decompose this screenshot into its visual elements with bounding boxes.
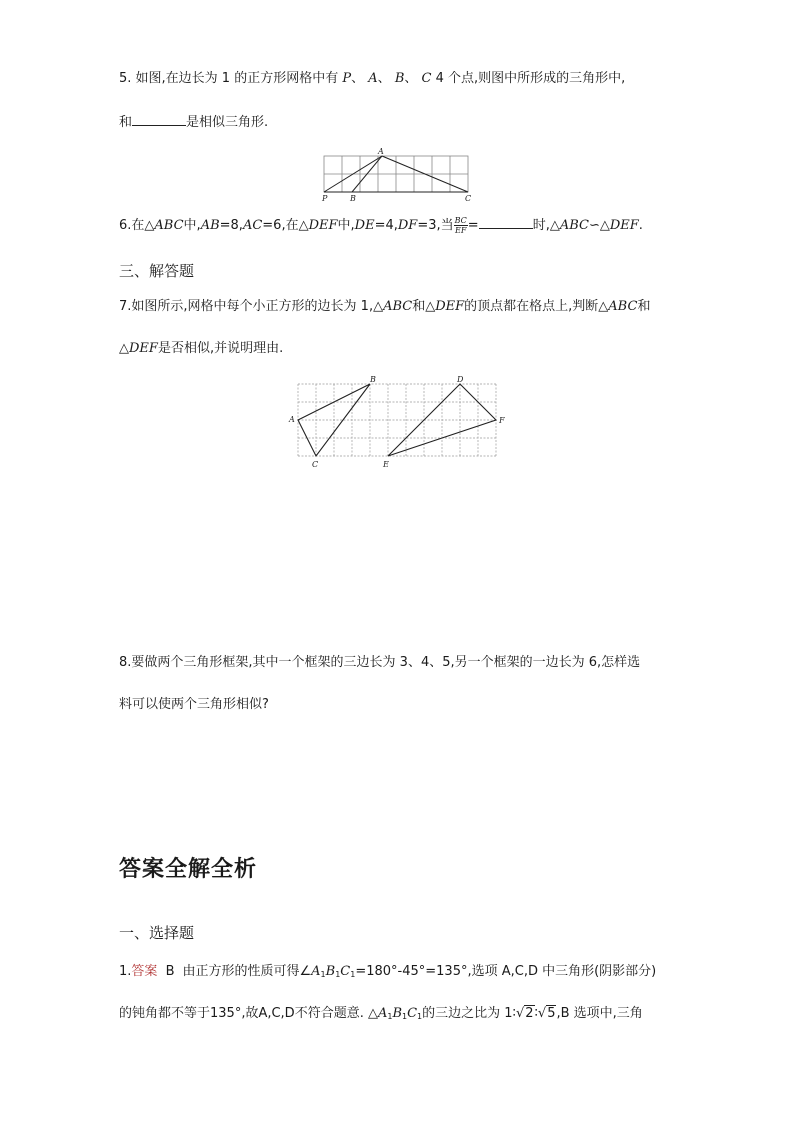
q5-figure [322,147,472,203]
q5-line1: 5. 如图,在边长为 1 的正方形网格中有 P、 A、 B、 C 4 个点,则图中所形成的三角形中, [119,71,626,86]
q7-label-e: E [383,460,389,469]
sqrt-2: 2 [525,1006,534,1021]
section-3-heading: 三、解答题 [119,262,195,280]
q5-label-a: A [378,147,384,156]
q5-pt-p: P [342,71,352,86]
answer-title: 答案全解全析 [119,857,258,882]
q5-line2: 和 是相似三角形. [119,115,269,130]
q5-label-b: B [350,194,356,203]
q7-label-c: C [312,460,319,469]
q8-line1: 8.要做两个三角形框架,其中一个框架的三边长为 3、4、5,另一个框架的一边长为 6,怎样选 [119,655,641,670]
sqrt-5: 5 [547,1006,556,1021]
ans1-line2: 的钝角都不等于135°,故A,C,D不符合题意. $\triangle A_1B_1C_1$的三边之比为 1∶√2∶√5,B 选项中,三角 [119,1006,643,1021]
q5-label-c: C [465,194,472,203]
q7-line1: 7.如图所示,网格中每个小正方形的边长为 1,△ABC和△DEF的顶点都在格点上,判断△ABC和 [119,299,651,314]
q6-answer-blank [479,216,533,229]
section-1-heading: 一、选择题 [119,924,195,942]
q6-fraction: $\frac{BC}{EF}$ [454,216,467,235]
q7-line2: △DEF是否相似,并说明理由. [119,341,284,356]
q5-answer-blank [132,113,186,126]
q6-line: 6.在△ABC中,AB=8,AC=6,在△DEF中,DE=4,DF=3,当 $\frac{BC}{EF}$ = 时,△ABC∽△DEF. [119,216,643,235]
ans1-line1: 1.答案 B 由正方形的性质可得$\angle A_1B_1C_1=180^\circ-45^\circ=135^\circ$,选项 A,C,D 中三角形(阴影部分) [119,964,657,979]
q7-label-f: F [499,416,505,425]
q5-label-p: P [322,194,328,203]
q7-figure [288,374,508,470]
q7-label-d: D [457,375,464,384]
q5-pt-c: C [421,71,432,86]
q5-pt-b: B [394,71,405,86]
q5-pt-a: A [368,71,378,86]
q8-line2: 料可以使两个三角形相似? [119,697,269,712]
q7-label-a: A [289,415,295,424]
q7-label-b: B [370,375,376,384]
answer-label: 答案 [131,964,158,979]
